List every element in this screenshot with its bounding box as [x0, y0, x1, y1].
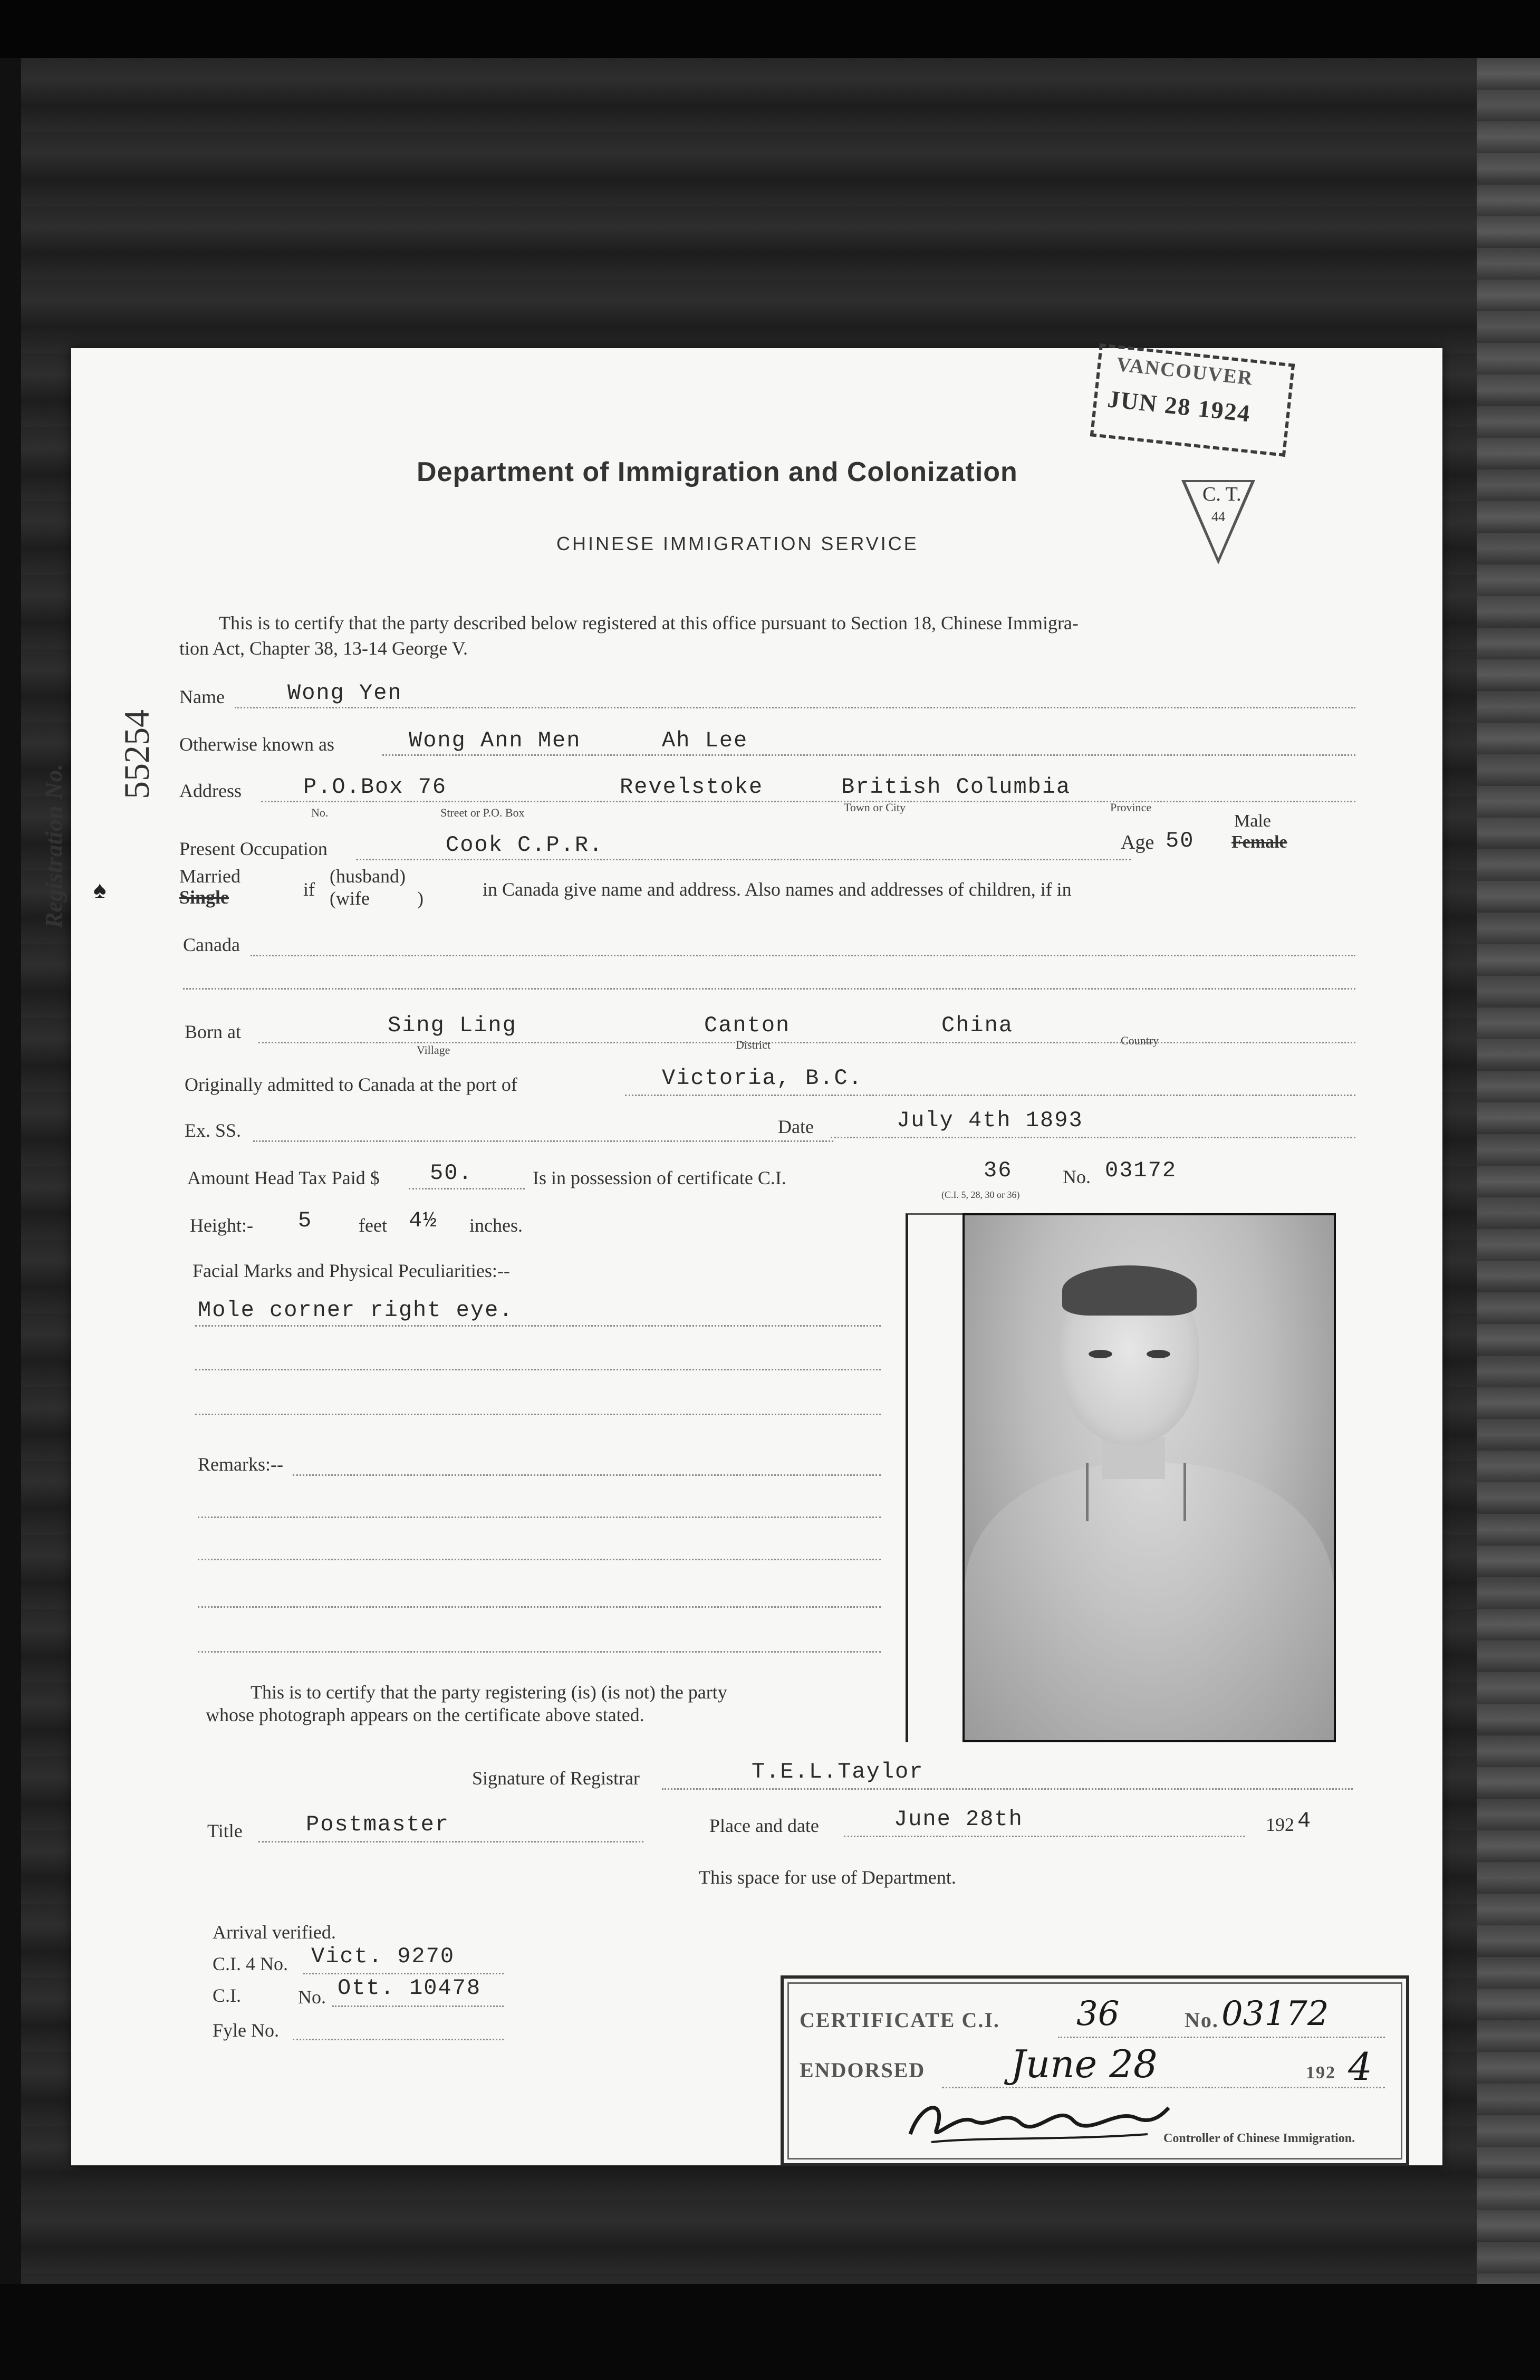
intro-line-2: tion Act, Chapter 38, 13-14 George V. [179, 638, 468, 659]
height-inches-value: 4½ [409, 1208, 438, 1233]
facial-value: Mole corner right eye. [198, 1298, 514, 1323]
certificate-ci-handwritten: 36 [1076, 1994, 1120, 2033]
ci-sub-note: (C.I. 5, 28, 30 or 36) [941, 1189, 1020, 1200]
facial-line-1 [195, 1325, 881, 1327]
address-label: Address [179, 780, 242, 801]
portrait-photo [962, 1213, 1336, 1742]
address-province-value: British Columbia [841, 774, 1071, 800]
address-sub-town: Town or City [844, 801, 906, 814]
address-sub-no: No. [311, 806, 329, 819]
name-line [235, 707, 1355, 708]
intro-line-1: This is to certify that the party described below registered at this office pursuant to Section 18, Chinese Immigra- [219, 612, 1079, 634]
photo-right-eye [1147, 1350, 1170, 1358]
born-sub-country: Country [1121, 1034, 1159, 1047]
arrival-verified: Arrival verified. [213, 1922, 336, 1943]
ci-no-line [332, 2005, 504, 2007]
born-label: Born at [185, 1021, 241, 1042]
ci-no-value: Ott. 10478 [338, 1975, 482, 2001]
endorsed-date-handwritten: June 28 [1010, 2042, 1158, 2086]
single-label: Single [179, 887, 229, 908]
canada-line-1 [251, 955, 1355, 956]
fyle-label: Fyle No. [213, 2020, 279, 2041]
born-sub-district: District [736, 1038, 771, 1051]
department-title: Department of Immigration and Colonization [417, 457, 1018, 487]
punch-hole-mark: ♠ [93, 876, 107, 903]
exss-label: Ex. SS. [185, 1120, 242, 1141]
facial-line-3 [195, 1414, 881, 1415]
title-value: Postmaster [306, 1812, 450, 1837]
endorsed-year-label: 192 [1306, 2063, 1336, 2082]
otherwise-value-1: Wong Ann Men [409, 728, 581, 753]
sex-female-label: Female [1231, 832, 1287, 852]
fyle-line [293, 2039, 504, 2040]
remarks-line-4 [198, 1606, 881, 1608]
sex-male-label: Male [1234, 811, 1271, 831]
ct-stamp-label: C. T. [1202, 483, 1241, 505]
endorsement-stamp [781, 1975, 1409, 2166]
film-top-border [0, 0, 1540, 58]
occupation-label: Present Occupation [179, 838, 328, 859]
title-line [258, 1841, 643, 1842]
address-town-value: Revelstoke [620, 774, 764, 800]
name-label: Name [179, 686, 225, 707]
facial-line-2 [195, 1369, 881, 1370]
born-country-value: China [941, 1013, 1014, 1038]
photo-hair [1062, 1265, 1197, 1316]
date-line [831, 1137, 1355, 1138]
headtax-label: Amount Head Tax Paid $ [187, 1167, 380, 1188]
if-label: if [303, 879, 315, 900]
ct-stamp-number: 44 [1211, 509, 1225, 524]
stamp-date: JUN 28 1924 [1106, 385, 1253, 427]
ci4-label: C.I. 4 No. [213, 1953, 288, 1974]
year-prefix: 192 [1266, 1814, 1294, 1835]
certificate-no-handwritten: 03172 [1221, 1994, 1329, 2033]
ci4-line [303, 1973, 504, 1974]
remarks-line-1 [293, 1474, 881, 1476]
date-label: Date [778, 1116, 814, 1137]
title-label: Title [207, 1820, 243, 1841]
registration-document [40, 348, 1442, 2165]
headtax-value: 50. [430, 1160, 473, 1186]
place-line [844, 1836, 1245, 1837]
remarks-line-3 [198, 1559, 881, 1560]
registration-label: Registration No. [40, 764, 67, 928]
address-no-value: P.O.Box 76 [303, 774, 447, 800]
possession-label: Is in possession of certificate C.I. [533, 1167, 786, 1188]
inches-label: inches. [469, 1215, 523, 1236]
otherwise-label: Otherwise known as [179, 734, 334, 755]
controller-label: Controller of Chinese Immigration. [1163, 2132, 1355, 2145]
feet-label: feet [359, 1215, 387, 1236]
no-value: 03172 [1105, 1158, 1177, 1183]
address-sub-province: Province [1110, 801, 1152, 814]
photo-left-eye [1089, 1350, 1112, 1358]
headtax-line [409, 1188, 525, 1189]
film-left-strip [0, 58, 21, 2284]
admitted-line [625, 1095, 1355, 1096]
stamp-city: VANCOUVER [1115, 353, 1255, 390]
ci-label: C.I. [213, 1985, 241, 2006]
endorsed-stamp-label: ENDORSED [800, 2058, 926, 2082]
controller-signature [900, 2092, 1174, 2150]
age-label: Age [1121, 831, 1154, 853]
certify-line-1: This is to certify that the party registering (is) (is not) the party [251, 1682, 727, 1703]
name-value: Wong Yen [287, 680, 402, 706]
place-value: June 28th [894, 1807, 1023, 1832]
certify-line-2: whose photograph appears on the certificate above stated. [206, 1704, 644, 1725]
occupation-value: Cook C.P.R. [446, 832, 604, 858]
admitted-value: Victoria, B.C. [662, 1066, 863, 1091]
otherwise-value-2: Ah Lee [662, 728, 748, 753]
remarks-line-2 [198, 1517, 881, 1518]
film-bottom-border [0, 2284, 1540, 2380]
vancouver-date-stamp [1090, 343, 1295, 457]
service-title: CHINESE IMMIGRATION SERVICE [556, 533, 919, 554]
age-value: 50 [1166, 828, 1195, 853]
endorsed-stamp-line [942, 2087, 1385, 2088]
place-label: Place and date [709, 1815, 819, 1836]
born-village-value: Sing Ling [388, 1013, 517, 1038]
remarks-line-5 [198, 1651, 881, 1653]
date-value: July 4th 1893 [897, 1108, 1083, 1133]
height-feet-value: 5 [298, 1208, 313, 1233]
ci-no-label: No. [298, 1986, 326, 2008]
height-label: Height:- [190, 1215, 253, 1236]
admitted-label: Originally admitted to Canada at the port of [185, 1074, 517, 1095]
no-label: No. [1063, 1166, 1091, 1187]
certificate-stamp-label: CERTIFICATE C.I. [800, 2008, 1000, 2032]
born-sub-village: Village [417, 1043, 450, 1057]
facial-label: Facial Marks and Physical Peculiarities:-- [192, 1260, 510, 1281]
address-sub-street: Street or P.O. Box [440, 806, 525, 819]
signature-value: T.E.L.Taylor [752, 1759, 924, 1784]
remarks-label: Remarks:-- [198, 1454, 283, 1475]
born-district-value: Canton [704, 1013, 791, 1038]
married-label: Married [179, 866, 240, 887]
signature-line [662, 1788, 1353, 1790]
signature-label: Signature of Registrar [472, 1768, 640, 1789]
husband-label: (husband) [330, 866, 406, 887]
registration-number: 55254 [117, 709, 157, 799]
canada-line-2 [183, 988, 1355, 990]
wife-label: (wife ) [330, 888, 424, 909]
exss-line [253, 1140, 833, 1142]
department-use-label: This space for use of Department. [699, 1867, 956, 1888]
address-line [261, 801, 1355, 802]
certificate-stamp-line [1058, 2037, 1385, 2038]
occupation-line [356, 859, 1131, 860]
otherwise-line [382, 754, 1355, 756]
endorsed-year-handwritten: 4 [1348, 2045, 1372, 2089]
ci-value: 36 [984, 1158, 1013, 1183]
canada-label: Canada [183, 934, 240, 955]
in-canada-text: in Canada give name and address. Also names and addresses of children, if in [483, 879, 1072, 900]
certificate-no-label: No. [1185, 2008, 1219, 2032]
ci4-value: Vict. 9270 [311, 1944, 455, 1969]
year-suffix: 4 [1297, 1808, 1312, 1834]
film-right-strip [1477, 58, 1540, 2284]
